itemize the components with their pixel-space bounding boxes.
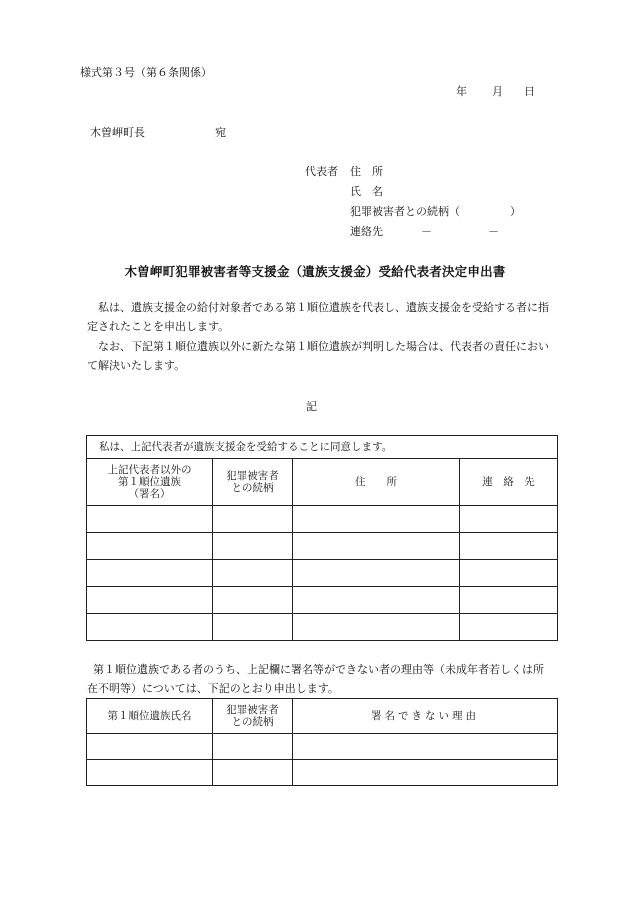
date-line bbox=[456, 85, 535, 98]
table-row bbox=[87, 533, 558, 560]
relation-cell[interactable] bbox=[213, 506, 293, 533]
header-address: 住 所 bbox=[293, 459, 460, 506]
table-row bbox=[87, 614, 558, 641]
table-row bbox=[87, 587, 558, 614]
address-cell[interactable] bbox=[293, 614, 460, 641]
contact-cell[interactable] bbox=[460, 614, 558, 641]
reason-table bbox=[86, 698, 558, 786]
relation-cell[interactable] bbox=[213, 587, 293, 614]
contact-field bbox=[350, 225, 521, 245]
address-label: 住 所 bbox=[350, 165, 383, 178]
reason-cell[interactable] bbox=[293, 734, 558, 760]
date-day-label: 日 bbox=[524, 85, 535, 98]
heir-name-cell[interactable] bbox=[87, 760, 213, 786]
contact-cell[interactable] bbox=[460, 560, 558, 587]
reason-paragraph: 第１順位遺族である者のうち、上記欄に署名等ができない者の理由等（未成年者若しくは所在不明等）については、下記のとおり申出します。 bbox=[87, 663, 544, 695]
contact-separator-1: － bbox=[421, 225, 432, 238]
heir-signature-cell[interactable] bbox=[87, 560, 213, 587]
reason-cell[interactable] bbox=[293, 760, 558, 786]
header-contact: 連 絡 先 bbox=[460, 459, 558, 506]
representative-fields bbox=[350, 165, 521, 245]
name-label: 氏 名 bbox=[350, 185, 383, 198]
declaration-paragraph-1: 私は、遺族支援金の給付対象者である第１順位遺族を代表し、遺族支援金を受給する者に指定されたことを申出します。 bbox=[87, 301, 549, 333]
relation-close: ） bbox=[510, 205, 521, 218]
header-other-heirs: 上記代表者以外の 第１順位遺族 （署名） bbox=[87, 459, 213, 506]
consent-table bbox=[86, 435, 558, 641]
heir-signature-cell[interactable] bbox=[87, 533, 213, 560]
contact-separator-2: － bbox=[488, 225, 499, 238]
heir-signature-cell[interactable] bbox=[87, 614, 213, 641]
date-month-label: 月 bbox=[492, 85, 503, 98]
relation-cell[interactable] bbox=[213, 760, 293, 786]
table-row bbox=[87, 734, 558, 760]
table-row bbox=[87, 560, 558, 587]
header-relation: 犯罪被害者 との続柄 bbox=[213, 699, 293, 734]
ki-heading: 記 bbox=[306, 400, 317, 413]
relation-label: 犯罪被害者との続柄（ bbox=[350, 205, 460, 218]
relation-cell[interactable] bbox=[213, 734, 293, 760]
relation-cell[interactable] bbox=[213, 533, 293, 560]
heir-name-cell[interactable] bbox=[87, 734, 213, 760]
address-cell[interactable] bbox=[293, 587, 460, 614]
addressee-name: 木曽岬町長 bbox=[90, 126, 145, 139]
relation-field bbox=[350, 205, 521, 225]
consent-statement: 私は、上記代表者が遺族支援金を受給することに同意します。 bbox=[87, 436, 558, 459]
address-cell[interactable] bbox=[293, 506, 460, 533]
address-cell[interactable] bbox=[293, 533, 460, 560]
contact-cell[interactable] bbox=[460, 587, 558, 614]
contact-cell[interactable] bbox=[460, 533, 558, 560]
heir-signature-cell[interactable] bbox=[87, 587, 213, 614]
date-year-label: 年 bbox=[456, 85, 467, 98]
header-reason: 署名できない理由 bbox=[293, 699, 558, 734]
representative-label: 代表者 bbox=[305, 165, 338, 178]
document-title: 木曽岬町犯罪被害者等支援金（遺族支援金）受給代表者決定申出書 bbox=[124, 264, 506, 279]
addressee bbox=[90, 126, 226, 139]
address-cell[interactable] bbox=[293, 560, 460, 587]
contact-cell[interactable] bbox=[460, 506, 558, 533]
contact-label: 連絡先 bbox=[350, 225, 383, 238]
header-heir-name: 第１順位遺族氏名 bbox=[87, 699, 213, 734]
relation-cell[interactable] bbox=[213, 614, 293, 641]
table-row bbox=[87, 506, 558, 533]
declaration-paragraph-2: なお、下記第１順位遺族以外に新たな第１順位遺族が判明した場合は、代表者の責任において解決いたします。 bbox=[87, 340, 549, 372]
relation-cell[interactable] bbox=[213, 560, 293, 587]
table-row bbox=[87, 760, 558, 786]
addressee-suffix: 宛 bbox=[215, 126, 226, 139]
form-number: 様式第３号（第６条関係） bbox=[80, 66, 212, 79]
header-relation: 犯罪被害者 との続柄 bbox=[213, 459, 293, 506]
heir-signature-cell[interactable] bbox=[87, 506, 213, 533]
